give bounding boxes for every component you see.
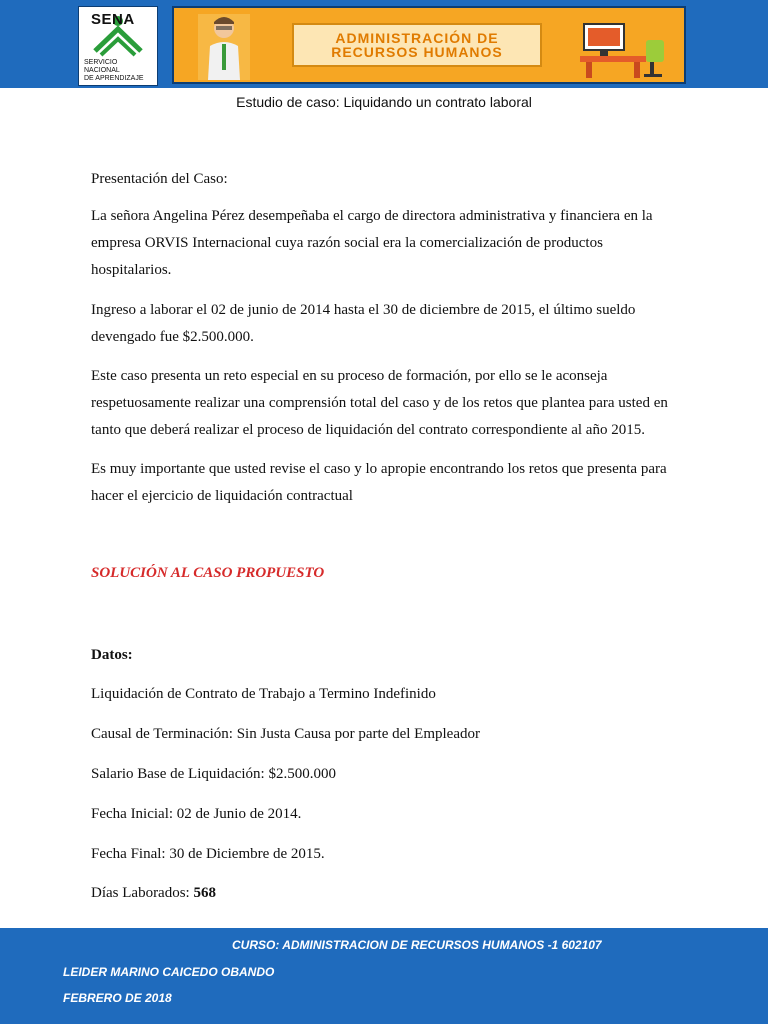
course-banner [172, 6, 686, 84]
office-worker-icon [194, 10, 254, 82]
paragraph-4: Es muy importante que usted revise el caso y lo apropie encontrando los retos que presenta para hacer el ejercicio de liquidación contractual [91, 461, 667, 504]
paragraph-1: La señora Angelina Pérez desempeñaba el cargo de directora administrativa y financiera en la empresa ORVIS Internacional cuya razón social era la comercialización de productos hospitalarios. [91, 208, 653, 278]
office-desk-icon [580, 16, 670, 80]
logo-name: SENA [91, 11, 135, 28]
sena-logo [78, 6, 158, 86]
footer-date: FEBRERO DE 2018 [63, 991, 172, 1005]
page-footer [0, 928, 768, 1024]
data-line-cause: Causal de Terminación: Sin Justa Causa por parte del Empleador [91, 726, 480, 742]
data-line-contract: Liquidación de Contrato de Trabajo a Termino Indefinido [91, 686, 436, 702]
banner-title: ADMINISTRACIÓN DE RECURSOS HUMANOS [331, 30, 503, 60]
paragraph-3: Este caso presenta un reto especial en su proceso de formación, por ello se le aconseja respetuosamente realizar una comprensión total del caso y de los retos que plantea para usted en tanto que deberá realizar el proceso de liquidación del contrato correspondiente al año 2015. [91, 368, 668, 438]
days-value: 568 [193, 885, 216, 901]
solution-heading: SOLUCIÓN AL CASO PROPUESTO [91, 565, 325, 581]
footer-author: LEIDER MARINO CAICEDO OBANDO [63, 965, 275, 979]
days-label: Días Laborados: [91, 885, 190, 901]
data-heading: Datos: [91, 647, 133, 663]
footer-course: CURSO: ADMINISTRACION DE RECURSOS HUMANOS -1 602107 [232, 938, 602, 952]
paragraph-2: Ingreso a laborar el 02 de junio de 2014 hasta el 30 de diciembre de 2015, el último sueldo devengado fue $2.500.000. [91, 302, 636, 345]
banner-title-box [292, 23, 542, 67]
data-line-days [91, 885, 216, 902]
data-line-end-date: Fecha Final: 30 de Diciembre de 2015. [91, 846, 325, 862]
logo-subtitle: SERVICIO NACIONAL DE APRENDIZAJE [84, 59, 144, 82]
document-title: Estudio de caso: Liquidando un contrato laboral [236, 94, 532, 110]
data-line-salary: Salario Base de Liquidación: $2.500.000 [91, 766, 336, 782]
data-line-start-date: Fecha Inicial: 02 de Junio de 2014. [91, 806, 302, 822]
page-header [0, 0, 768, 88]
presentation-heading: Presentación del Caso: [91, 171, 228, 187]
